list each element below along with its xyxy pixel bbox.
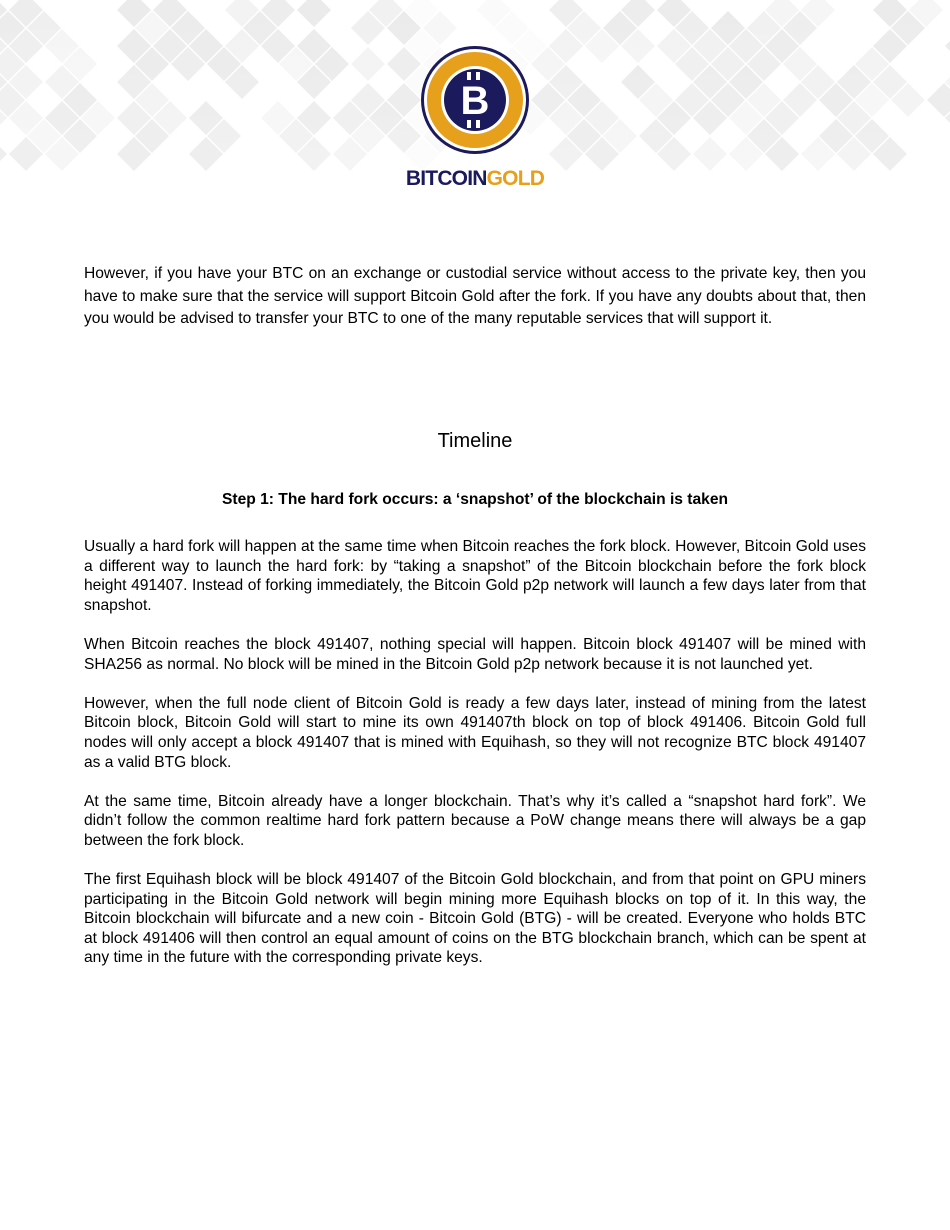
bitcoin-symbol: B (460, 79, 490, 123)
paragraph: However, when the full node client of Bitcoin Gold is ready a few days later, instead of mining from the latest Bitcoin block, Bitcoin Gold will start to mine its own 491407th block on top of block 491406. Bitcoin Gold full nodes will only accept a block 491407 that is mined with Equihash, so they will not recognize BTC block 491407 as a valid BTG block. (84, 694, 866, 771)
bitcoin-gold-icon (420, 45, 530, 155)
intro-paragraph: However, if you have your BTC on an exchange or custodial service without access to the private key, then you have to make sure that the service will support Bitcoin Gold after the fork. If you have any doubts about that, then you would be advised to transfer your BTC to one of the many reputable services that will support it. (84, 265, 866, 328)
timeline-body (84, 537, 866, 988)
wordmark-gold: GOLD (486, 167, 545, 190)
paragraph: At the same time, Bitcoin already have a longer blockchain. That’s why it’s called a “snapshot hard fork”. We didn’t follow the common realtime hard fork pattern because a PoW change means there will always be a gap between the fork block. (84, 792, 866, 849)
paragraph: When Bitcoin reaches the block 491407, nothing special will happen. Bitcoin block 491407 will be mined with SHA256 as normal. No block will be mined in the Bitcoin Gold p2p network because it is not launched yet. (84, 635, 866, 673)
step-title: Step 1: The hard fork occurs: a ‘snapshot’ of the blockchain is taken (221, 491, 729, 508)
section-title: Timeline (437, 430, 513, 452)
brand-wordmark (375, 167, 575, 191)
intro-section (84, 263, 866, 331)
paragraph: The first Equihash block will be block 491407 of the Bitcoin Gold blockchain, and from that point on GPU miners participating in the Bitcoin Gold network will begin mining more Equihash blocks on top of it. In this way, the Bitcoin blockchain will bifurcate and a new coin - Bitcoin Gold (BTG) - will be created. Everyone who holds BTC at block 491406 will then control an equal amount of coins on the BTG blockchain branch, which can be spent at any time in the future with the corresponding private keys. (84, 871, 866, 967)
wordmark-bitcoin: BITCOIN (405, 167, 487, 190)
paragraph: Usually a hard fork will happen at the same time when Bitcoin reaches the fork block. However, Bitcoin Gold uses a different way to launch the hard fork: by “taking a snapshot” of the Bitcoin blockchain before the fork block height 491407. Instead of forking immediately, the Bitcoin Gold p2p network will launch a few days later from that snapshot. (84, 538, 866, 614)
